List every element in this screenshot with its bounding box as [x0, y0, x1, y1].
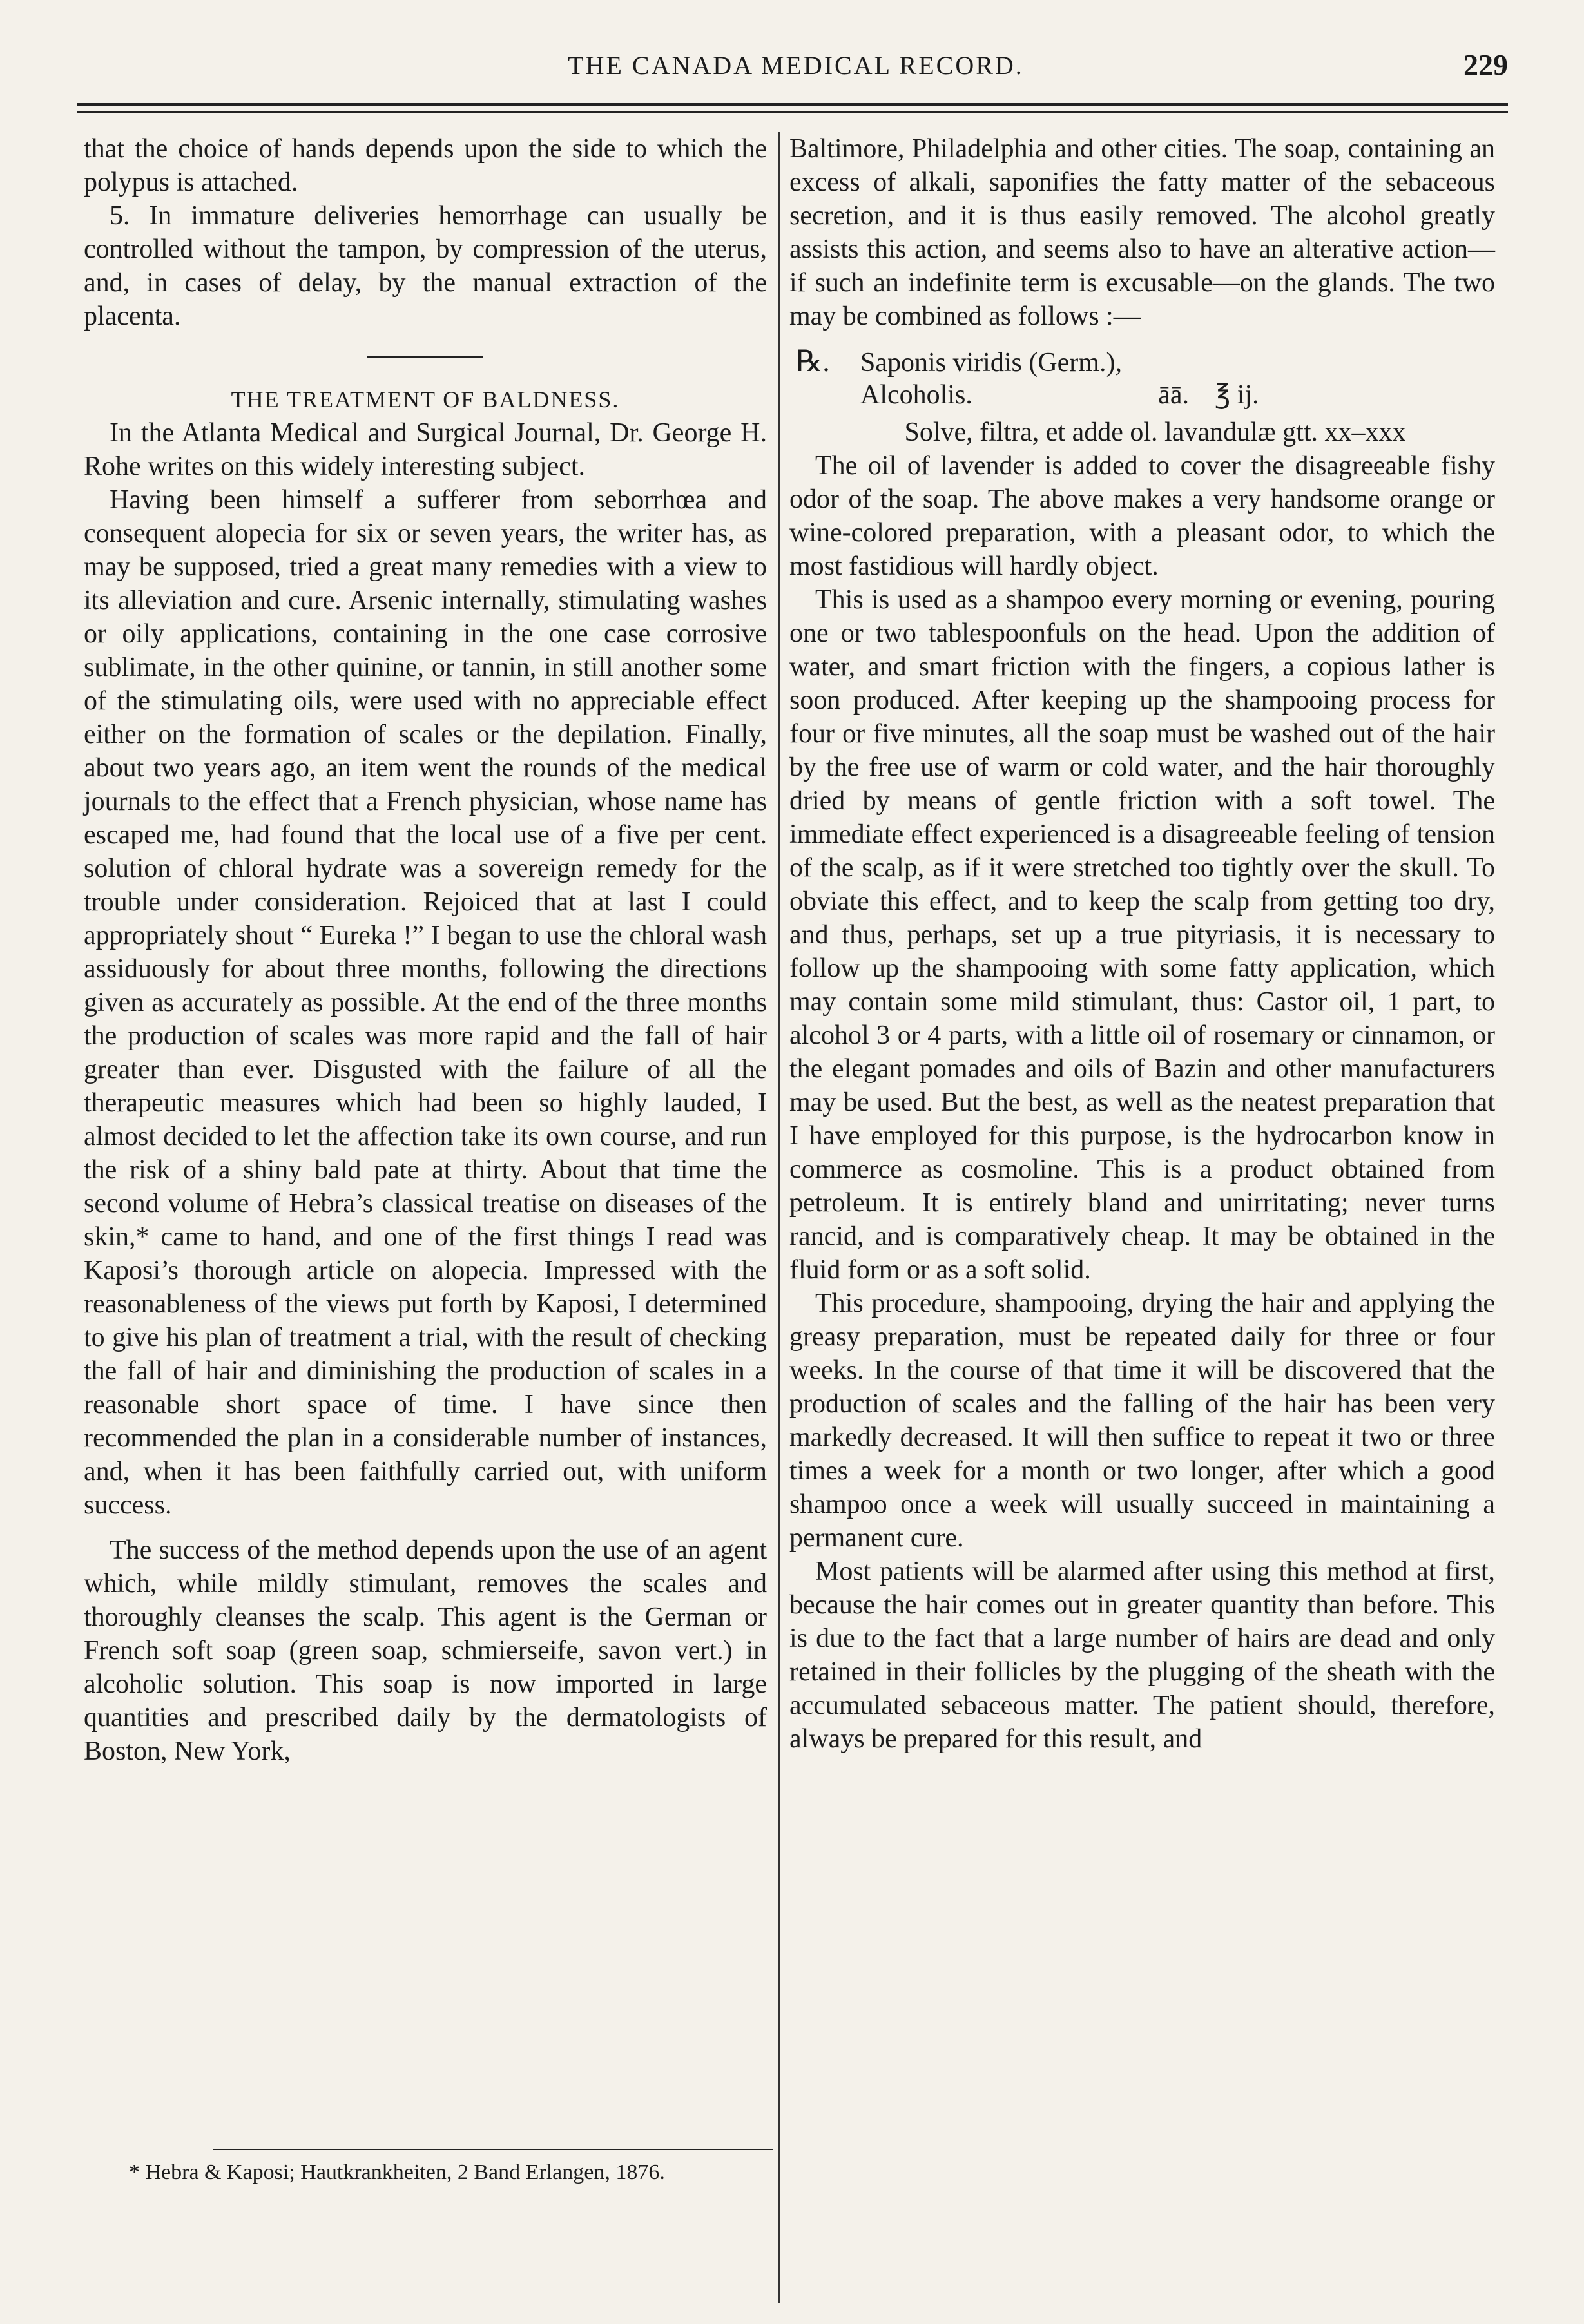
footnote-rule — [213, 2149, 773, 2150]
paragraph: The success of the method depends upon the use of an agent which, while mildly stimulant, removes the scales and thoroughly cleanses the scalp. This agent is the German or French soft soap (green soap, schmierseife, savon vert.) in alcoholic solution. This soap is now imported in large quantities and prescribed daily by the dermatologists of Boston, New York, — [84, 1535, 767, 1766]
ingredient-name: Alcoholis. — [860, 380, 972, 410]
ingredient-quantity: āā. — [1158, 380, 1189, 410]
column-divider — [778, 132, 780, 2303]
prescription — [789, 345, 1495, 412]
right-column — [789, 132, 1495, 1756]
paragraph: 5. In immature deliveries hemorrhage can usually be controlled without the tampon, by compression of the uterus, and, in cases of delay, by the manual extraction of the placenta. — [84, 201, 767, 331]
paragraph: This is used as a shampoo every morning or evening, pouring one or two tablespoonfuls on the head. Upon the addition of water, and smart friction with the fingers, a copious lather is soon produced. After keeping up the shampooing process for four or five minutes, all the soap must be washed out of the hair by the free use of warm or cold water, and the hair thoroughly dried by means of gentle friction with a soft towel. The immediate effect experienced is a disagreeable feeling of tension of the scalp, as if it were stretched too tightly over the skull. To obviate this effect, and to keep the scalp from getting too dry, and thus, perhaps, set up a true pityriasis, it is necessary to follow up the shampooing with some fatty application, which may contain some mild stimulant, thus: Castor oil, 1 part, to alcohol 3 or 4 parts, with a little oil of rosemary or cinnamon, or the elegant pomades and oils of Bazin and other manufacturers may be used. But the best, as well as the neatest preparation that I have employed for this purpose, is the hydrocarbon know in commerce as cosmoline. This is a product obtained from petroleum. It is entirely bland and unirritating; never turns rancid, and is comparatively cheap. It may be obtained in the fluid form or as a soft solid. — [789, 585, 1495, 1285]
paragraph: Baltimore, Philadelphia and other cities. The soap, containing an excess of alkali, saponifies the fatty matter of the sebaceous secretion, and it is thus easily removed. The alcohol greatly assists this action, and seems also to have an alterative action—if such an indefinite term is excusable—on the glands. The two may be combined as follows :— — [789, 134, 1495, 331]
paragraph: In the Atlanta Medical and Surgical Journal, Dr. George H. Rohe writes on this widely interesting subject. — [84, 418, 767, 481]
ingredient-name: Saponis viridis (Germ.), — [860, 348, 1122, 378]
paragraph: Most patients will be alarmed after using this method at first, because the hair comes out in greater quantity than before. This is due to the fact that a large number of hairs are dead and only retained in their follicles by the plugging of the sheath with the accumulated sebaceous matter. The patient should, therefore, always be prepared for this result, and — [789, 1557, 1495, 1754]
paragraph: This procedure, shampooing, drying the hair and applying the greasy preparation, must be repeated daily for three or four weeks. In the course of that time it will be discovered that the production of scales and the falling of the hair has been very markedly decreased. It will then suffice to repeat it two or three times a week for a month or two longer, after which a good shampoo once a week will usually succeed in maintaining a permanent cure. — [789, 1289, 1495, 1553]
prescription-line — [789, 378, 1495, 412]
page-header — [77, 39, 1514, 90]
prescription-line — [789, 345, 1495, 378]
paragraph: The oil of lavender is added to cover the disagreeable fishy odor of the soap. The above makes a very handsome orange or wine-colored preparation, with a pleasant odor, to which the most fastidious will hardly object. — [789, 451, 1495, 581]
header-rule-thin — [77, 111, 1508, 113]
paragraph-gap — [84, 1522, 767, 1533]
section-title: THE TREATMENT OF BALDNESS. — [231, 387, 620, 412]
paragraph: Having been himself a sufferer from seborrhœa and consequent alopecia for six or seven years, the writer has, as may be supposed, tried a great many remedies with a view to its alleviation and cure. Arsenic internally, stimulating washes or oily applications, containing in the one case corrosive sublimate, in the other quinine, or tannin, in still another some of the stimulating oils, were used with no appreciable effect either on the formation of scales or the depilation. Finally, about two years ago, an item went the rounds of the medical journals to the effect that a French physician, whose name has escaped me, had found that the local use of a five per cent. solution of chloral hydrate was a sovereign remedy for the trouble under consideration. Rejoiced that at last I could appropriately shout “ Eureka !” I began to use the chloral wash assiduously for about three months, following the directions given as accurately as possible. At the end of the three months the production of scales was more rapid and the fall of hair greater than ever. Disgusted with the failure of all the therapeutic measures which had been so highly lauded, I almost decided to let the affection take its own course, and run the risk of a shiny bald pate at thirty. About that time the second volume of Hebra’s classical treatise on diseases of the skin,* came to hand, and one of the first things I read was Kaposi’s thorough article on alopecia. Impressed with the reasonableness of the views put forth by Kaposi, I determined to give his plan of treatment a trial, with the result of checking the fall of hair and diminishing the production of scales in a reasonable short space of time. I have since then recommended the plan in a considerable number of instances, and, when it has been faithfully carried out, with uniform success. — [84, 485, 767, 1520]
page-number: 229 — [1463, 48, 1508, 81]
header-rule-thick — [77, 103, 1508, 106]
recipe-symbol: ℞. — [796, 345, 830, 378]
footnote: * Hebra & Kaposi; Hautkrankheiten, 2 Band Erlangen, 1876. — [129, 2160, 665, 2184]
section-separator — [367, 356, 483, 358]
ingredient-amount: ℥ ij. — [1215, 380, 1259, 410]
left-column — [84, 132, 767, 1768]
running-title: THE CANADA MEDICAL RECORD. — [568, 51, 1024, 80]
prescription-directions: Solve, filtra, et adde ol. lavandulæ gtt. xx–xxx — [904, 418, 1406, 447]
paragraph: that the choice of hands depends upon the side to which the polypus is attached. — [84, 134, 767, 197]
